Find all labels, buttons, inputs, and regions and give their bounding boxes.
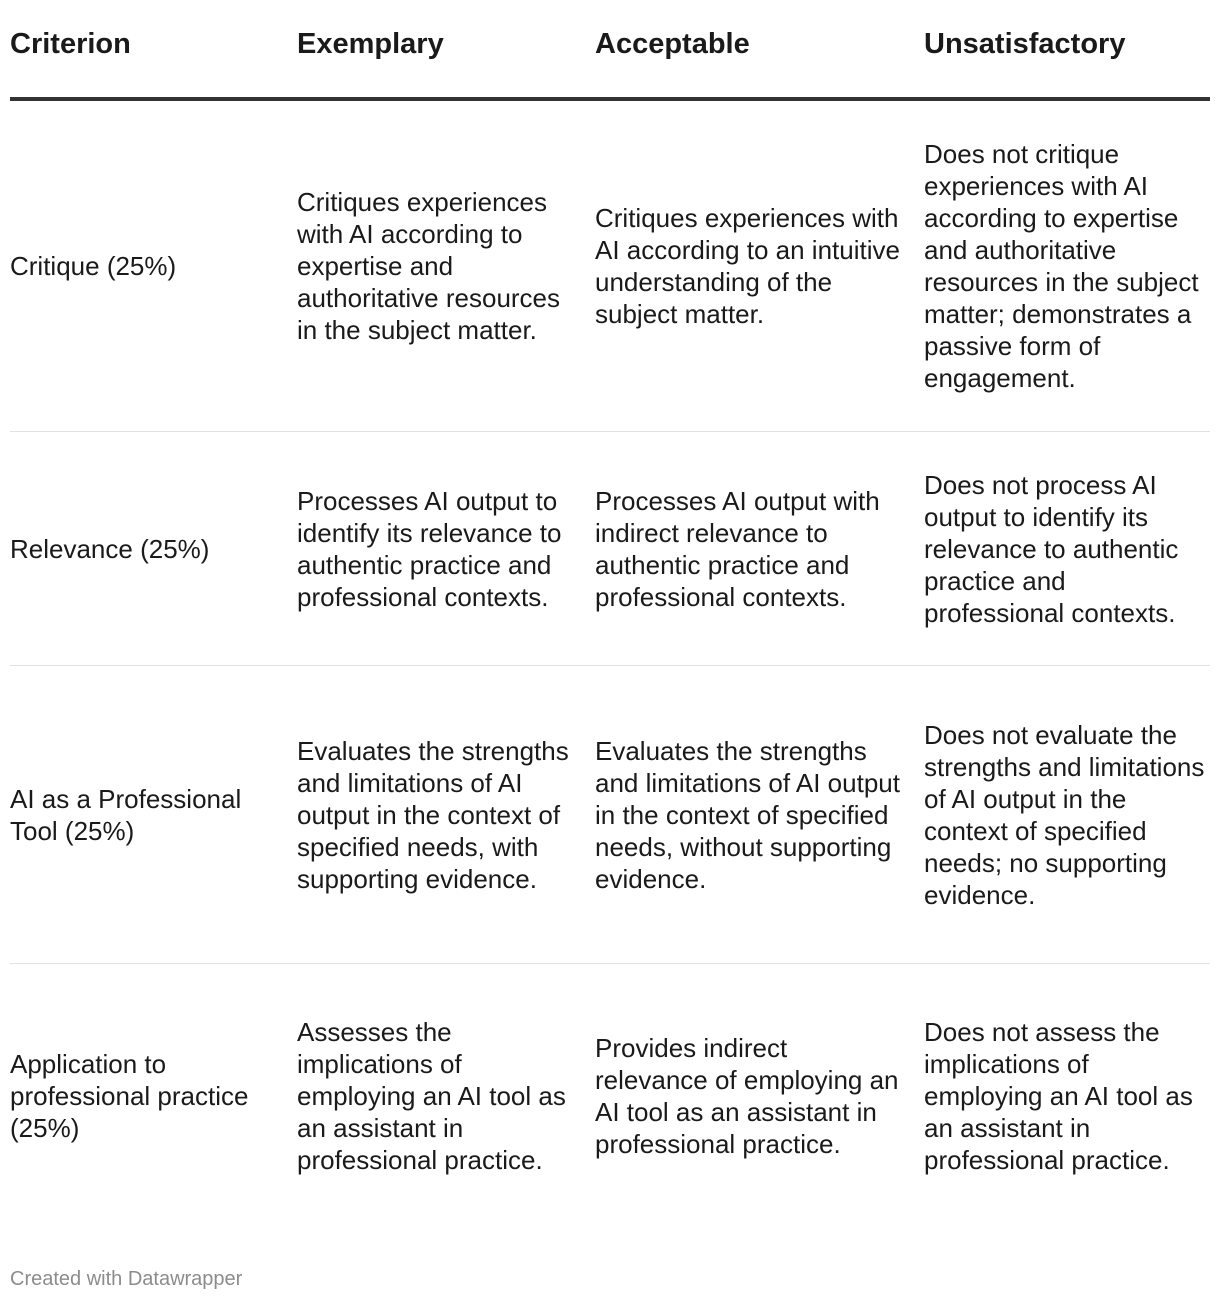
exemplary-cell: Processes AI output to identify its relevance to authentic practice and professional contexts. xyxy=(297,432,595,666)
exemplary-cell: Critiques experiences with AI according to expertise and authoritative resources in the subject matter. xyxy=(297,99,595,432)
datawrapper-credit: Created with Datawrapper xyxy=(10,1268,243,1290)
criterion-cell: Application to professional practice (25%) xyxy=(10,1049,249,1143)
table-row xyxy=(10,99,1210,432)
table-row xyxy=(10,432,1210,666)
column-header-criterion: Criterion xyxy=(10,0,297,99)
unsatisfactory-cell: Does not evaluate the strengths and limitations of AI output in the context of specified needs; no supporting evidence. xyxy=(924,666,1210,964)
unsatisfactory-cell: Does not critique experiences with AI according to expertise and authoritative resources in the subject matter; demonstrates a passive form of engagement. xyxy=(924,99,1210,432)
column-header-exemplary: Exemplary xyxy=(297,0,595,99)
rubric-table xyxy=(10,0,1210,1228)
criterion-cell: AI as a Professional Tool (25%) xyxy=(10,666,297,964)
acceptable-cell: Evaluates the strengths and limitations of AI output in the context of specified needs, without supporting evidence. xyxy=(595,666,924,964)
acceptable-cell: Provides indirect relevance of employing an AI tool as an assistant in professional practice. xyxy=(595,1033,899,1159)
exemplary-cell: Assesses the implications of employing an AI tool as an assistant in professional practice. xyxy=(297,1017,566,1175)
unsatisfactory-cell: Does not process AI output to identify its relevance to authentic practice and professional contexts. xyxy=(924,432,1210,666)
criterion-cell: Relevance (25%) xyxy=(10,432,297,666)
criterion-cell: Critique (25%) xyxy=(10,99,297,432)
table-header-row xyxy=(10,0,1210,99)
acceptable-cell: Processes AI output with indirect relevance to authentic practice and professional contexts. xyxy=(595,432,924,666)
column-header-acceptable: Acceptable xyxy=(595,0,924,99)
table-row xyxy=(10,964,1210,1229)
column-header-unsatisfactory: Unsatisfactory xyxy=(924,0,1210,99)
rubric-table-container xyxy=(10,0,1210,1228)
exemplary-cell: Evaluates the strengths and limitations of AI output in the context of specified needs, with supporting evidence. xyxy=(297,666,595,964)
acceptable-cell: Critiques experiences with AI according to an intuitive understanding of the subject matter. xyxy=(595,99,924,432)
unsatisfactory-cell: Does not assess the implications of employing an AI tool as an assistant in professional practice. xyxy=(924,1017,1193,1175)
table-row xyxy=(10,666,1210,964)
